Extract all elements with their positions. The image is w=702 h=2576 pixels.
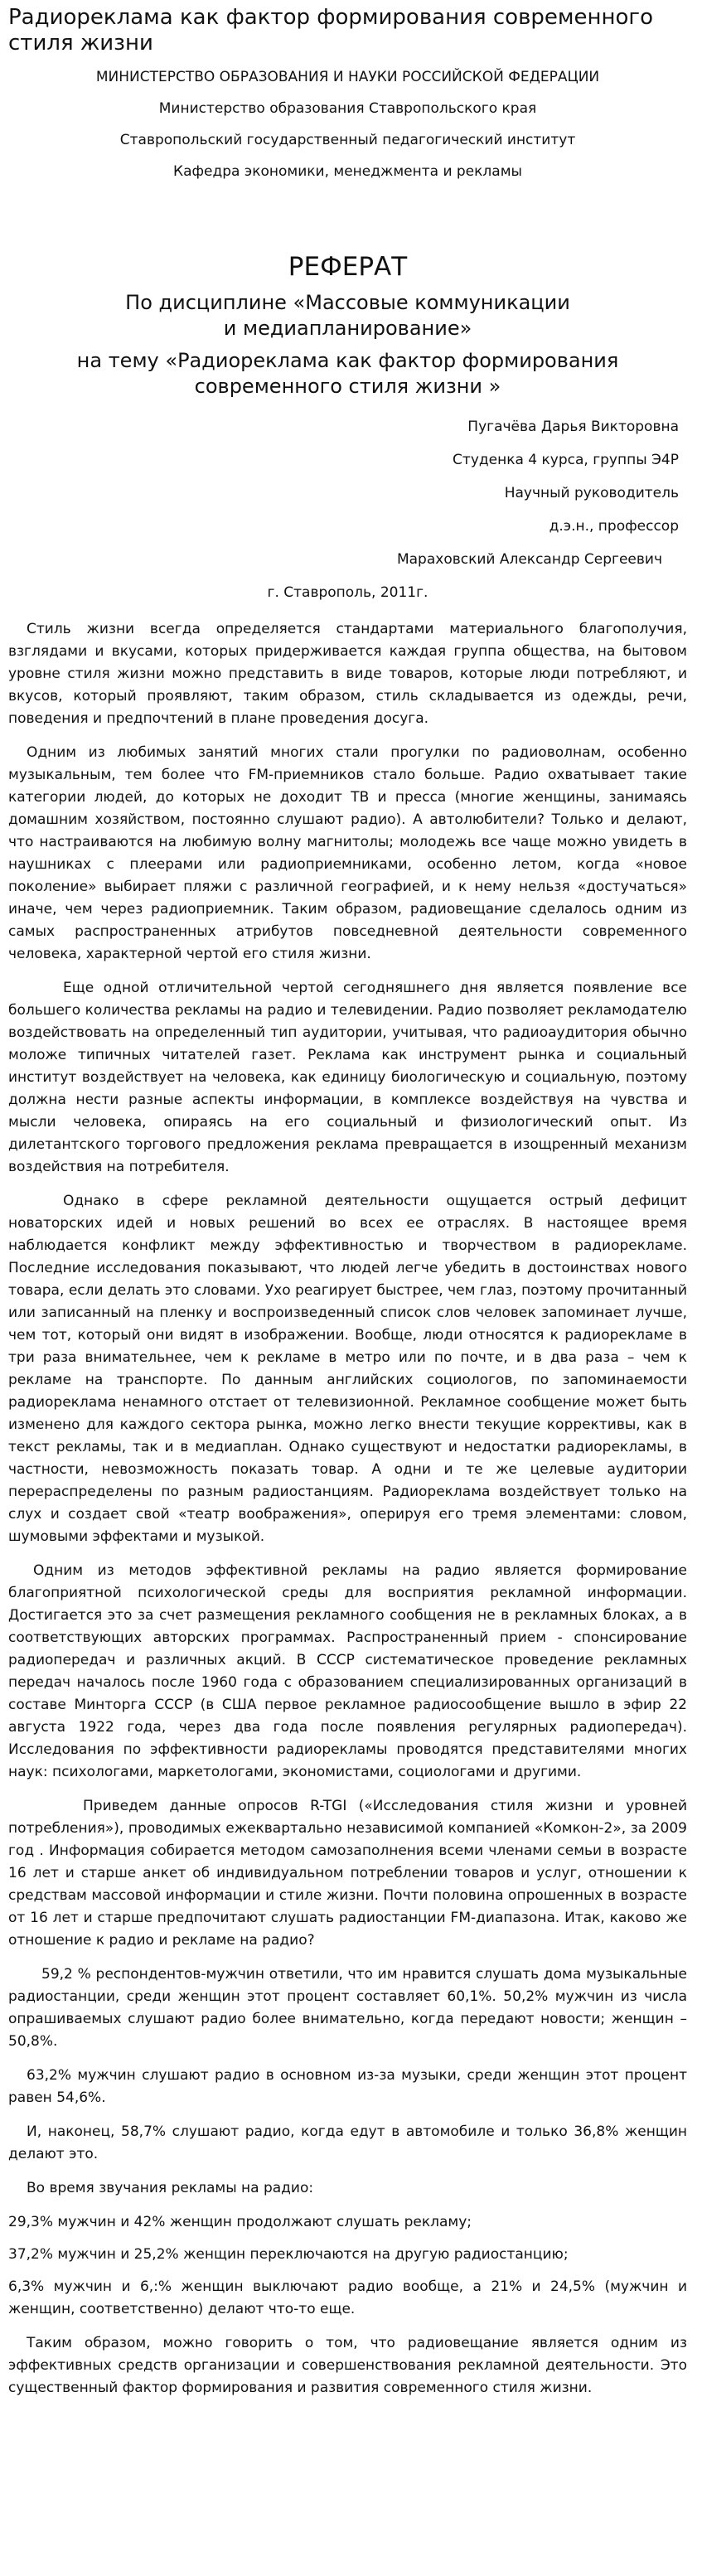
advisor-label: Научный руководитель [504, 485, 679, 501]
discipline-block [8, 290, 687, 341]
list-item: 37,2% мужчин и 25,2% женщин переключаются на другую радиостанцию; [8, 2246, 569, 2263]
ministry-line: МИНИСТЕРСТВО ОБРАЗОВАНИЯ И НАУКИ РОССИЙСКОЙ ФЕДЕРАЦИИ [95, 69, 600, 85]
regional-ministry-line: Министерство образования Ставропольского края [158, 100, 537, 117]
topic-line-2: современного стиля жизни » [194, 375, 501, 398]
discipline-line-2: и медиапланирование» [223, 317, 472, 340]
conclusion-paragraph: Таким образом, можно говорить о том, что радиовещание является одним из эффективных средств организации и совершенствования рекламной деятельности. Это существенный фактор формирования и развития современного стиля жизни. [8, 2335, 687, 2396]
list-item: 29,3% мужчин и 42% женщин продолжают слушать рекламу; [8, 2214, 472, 2230]
paragraph-6: Приведем данные опросов R-TGI («Исследования стиля жизни и уровней потребления»), проводимых ежеквартально независимой компанией «Комкон-2», за 2009 год . Информация собирается методом самозаполнения всеми членами семьи в возрасте 16 лет и старше анкет об индивидуальном потреблении товаров и услуг, отношении к средствам массовой информации и стиле жизни. Почти половина опрошенных в возрасте от 16 лет и старше предпочитают слушать радиостанции FM-диапазона. Итак, каково же отношение к радио и рекламе на радио? [8, 1798, 687, 1949]
paragraph-2: Одним из любимых занятий многих стали прогулки по радиоволнам, особенно музыкальным, тем более что FM-приемников стало больше. Радио охватывает такие категории людей, до которых не доходит ТВ и пресса (многие женщины, занимаясь домашним хозяйством, постоянно слушают радио). А автолюбители? Только и делают, что настраиваются на любимую волну магнитолы; молодежь все чаще можно увидеть в наушниках с плеерами или радиоприемниками, особенно летом, когда «новое поколение» выбирает пляжи с различной географией, и к нему нельзя «достучаться» иначе, чем через радиоприемник. Таким образом, радиовещание сделалось одним из самых распространенных атрибутов повседневной деятельности современного человека, характерной чертой его стиля жизни. [8, 744, 687, 962]
document-title: Радиореклама как фактор формирования современного стиля жизни [8, 5, 653, 56]
paragraph-9: И, наконец, 58,7% слушают радио, когда едут в автомобиле и только 36,8% женщин делают это. [8, 2123, 687, 2162]
list-item: 6,3% мужчин и 6,:% женщин выключают радио вообще, а 21% и 24,5% (мужчин и женщин, соответственно) делают что-то еще. [8, 2278, 687, 2317]
advisor-degree: д.э.н., профессор [549, 518, 679, 535]
topic-line-1: на тему «Радиореклама как фактор формирования [76, 349, 619, 372]
paragraph-10: Во время звучания рекламы на радио: [27, 2180, 314, 2196]
paragraph-4: Однако в сфере рекламной деятельности ощущается острый дефицит новаторских идей и новых решений во всех ее отраслях. В настоящее время наблюдается конфликт между эффективностью и творчеством в радиорекламе. Последние исследования показывают, что людей легче убедить в достоинствах нового товара, если делать это словами. Ухо реагирует быстрее, чем глаз, поэтому прочитанный или записанный на пленку и воспроизведенный список слов человек запоминает лучше, чем тот, который они видят в изображении. Вообще, люди относятся к радиорекламе в три раза внимательнее, чем к рекламе в метро или по почте, и в два раза – чем к рекламе на транспорте. По данным английских социологов, по запоминаемости радиореклама ненамного отстает от телевизионной. Рекламное сообщение может быть изменено для каждого сектора рынка, можно легко внести текущие коррективы, как в текст рекламы, так и в медиаплан. Однако существуют и недостатки радиорекламы, в частности, невозможность показать товар. А одни и те же целевые аудитории перераспределены по разным радиостанциям. Радиореклама воздействует только на слух и создает свой «театр воображения», оперируя его тремя элементами: словом, шумовыми эффектами и музыкой. [8, 1193, 687, 1545]
paragraph-3: Еще одной отличительной чертой сегодняшнего дня является появление все большего количества рекламы на радио и телевидении. Радио позволяет рекламодателю воздействовать на определенный тип аудитории, учитывая, что радиоаудитория обычно моложе типичных читателей газет. Реклама как инструмент рынка и социальный институт воздействует на человека, как единицу биологическую и социальную, поэтому должна нести разные аспекты информации, в комплексе воздействуя на чувства и мысли человека, опираясь на его социальный и физиологический опыт. Из дилетантского торгового предложения реклама превращается в изощренный механизм воздействия на потребителя. [8, 980, 687, 1175]
author-status: Студенка 4 курса, группы Э4Р [453, 452, 679, 468]
author-name: Пугачёва Дарья Викторовна [467, 419, 679, 435]
topic-block [8, 348, 687, 399]
discipline-line-1: По дисциплине «Массовые коммуникации [125, 291, 570, 314]
paragraph-7: 59,2 % респондентов-мужчин ответили, что им нравится слушать дома музыкальные радиостанции, среди женщин этот процент составляет 60,1%. 50,2% мужчин из числа опрашиваемых слушают радио более внимательно, когда передают новости; женщин – 50,8%. [8, 1966, 687, 2050]
paragraph-8: 63,2% мужчин слушают радио в основном из-за музыки, среди женщин этот процент равен 54,6%. [8, 2067, 687, 2106]
department-line: Кафедра экономики, менеджмента и рекламы [173, 163, 522, 180]
paragraph-5: Одним из методов эффективной рекламы на радио является формирование благоприятной психологической среды для восприятия рекламной информации. Достигается это за счет размещения рекламного сообщения не в рекламных блоках, а в соответствующих авторских программах. Распространенный прием - спонсирование радиопередач и различных акций. В СССР систематическое проведение рекламных передач началось после 1960 года с образованием специализированных организаций в составе Минторга СССР (в США первое рекламное радиосообщение вышло в эфир 22 августа 1922 года, через два года после появления регулярных радиопередач). Исследования по эффективности радиорекламы проводятся представителями многих наук: психологами, маркетологами, экономистами, социологами и другими. [8, 1562, 687, 1780]
advisor-name: Мараховский Александр Сергеевич [396, 551, 662, 568]
referat-heading: РЕФЕРАТ [288, 252, 408, 282]
paragraph-1: Стиль жизни всегда определяется стандартами материального благополучия, взглядами и вкусами, которых придерживается каждая группа общества, на бытовом уровне стиля жизни можно представить в виде товаров, которые люди потребляют, и вкусов, который проявляют, таким образом, стиль складывается из одежды, речи, поведения и предпочтений в плане проведения досуга. [8, 621, 687, 727]
city-year: г. Ставрополь, 2011г. [267, 584, 428, 601]
institute-line: Ставропольский государственный педагогический институт [119, 132, 576, 148]
